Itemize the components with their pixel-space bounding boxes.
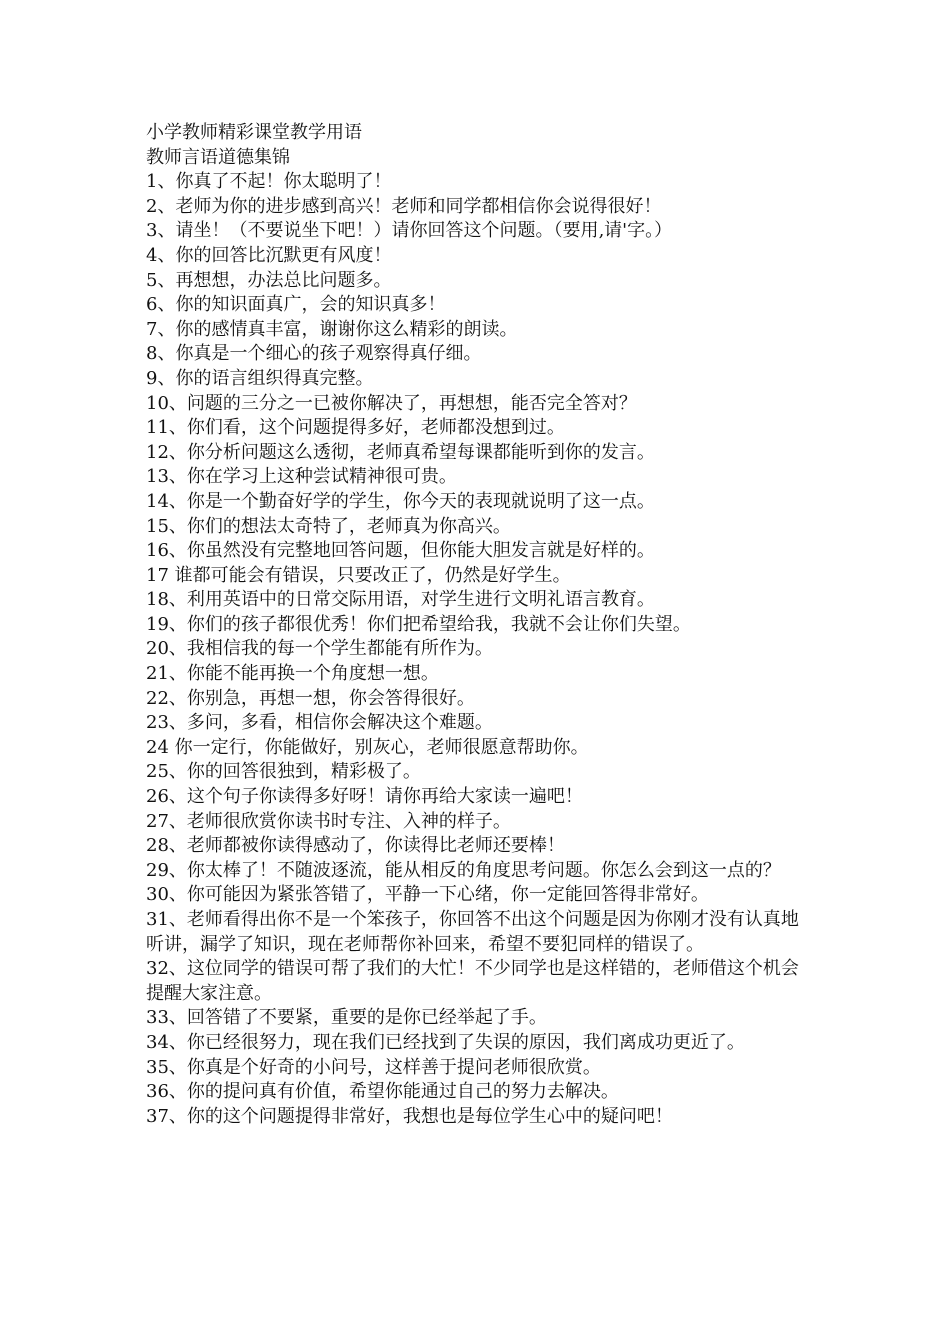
phrase-item: 29、你太棒了！不随波逐流，能从相反的角度思考问题。你怎么会到这一点的？ xyxy=(146,859,781,881)
phrase-item: 10、问题的三分之一已被你解决了，再想想，能否完全答对？ xyxy=(146,392,637,414)
phrase-item: 37、你的这个问题提得非常好，我想也是每位学生心中的疑问吧！ xyxy=(146,1105,673,1127)
phrase-item: 30、你可能因为紧张答错了，平静一下心绪，你一定能回答得非常好。 xyxy=(146,884,709,906)
document-title: 小学教师精彩课堂教学用语 xyxy=(146,122,362,143)
phrase-item: 9、你的语言组织得真完整。 xyxy=(146,367,374,389)
phrase-item: 8、你真是一个细心的孩子观察得真仔细。 xyxy=(146,343,482,365)
phrase-item: 7、你的感情真丰富，谢谢你这么精彩的朗读。 xyxy=(146,318,518,340)
phrase-item: 15、你们的想法太奇特了，老师真为你高兴。 xyxy=(146,515,511,537)
phrase-item: 11、你们看，这个问题提得多好，老师都没想到过。 xyxy=(146,417,565,439)
phrase-item: 33、回答错了不要紧，重要的是你已经举起了手。 xyxy=(146,1007,547,1029)
phrase-item: 34、你已经很努力，现在我们已经找到了失误的原因，我们离成功更近了。 xyxy=(146,1031,745,1053)
phrase-item: 2、老师为你的进步感到高兴！老师和同学都相信你会说得很好！ xyxy=(146,195,662,217)
phrase-item: 28、老师都被你读得感动了，你读得比老师还要棒！ xyxy=(146,835,565,857)
phrase-item: 21、你能不能再换一个角度想一想。 xyxy=(146,663,439,685)
phrase-item: 35、你真是个好奇的小问号，这样善于提问老师很欣赏。 xyxy=(146,1056,601,1078)
document-page xyxy=(146,121,814,1129)
phrase-item: 19、你们的孩子都很优秀！你们把希望给我，我就不会让你们失望。 xyxy=(146,613,691,635)
phrase-item: 22、你别急，再想一想，你会答得很好。 xyxy=(146,687,475,709)
phrase-item: 26、这个句子你读得多好呀！请你再给大家读一遍吧！ xyxy=(146,786,583,808)
phrase-item: 16、你虽然没有完整地回答问题，但你能大胆发言就是好样的。 xyxy=(146,540,655,562)
phrase-item: 32、这位同学的错误可帮了我们的大忙！不少同学也是这样错的，老师借这个机会提醒大家注意。 xyxy=(146,958,799,1004)
phrase-item: 36、你的提问真有价值，希望你能通过自己的努力去解决。 xyxy=(146,1081,619,1103)
phrase-item: 20、我相信我的每一个学生都能有所作为。 xyxy=(146,638,493,660)
phrase-item: 13、你在学习上这种尝试精神很可贵。 xyxy=(146,466,457,488)
phrase-item: 5、再想想，办法总比问题多。 xyxy=(146,269,392,291)
phrase-item: 6、你的知识面真广，会的知识真多！ xyxy=(146,294,446,316)
phrase-item: 3、请坐！（不要说坐下吧！）请你回答这个问题。（要用‚请'字。） xyxy=(146,220,673,242)
document-subtitle: 教师言语道德集锦 xyxy=(146,146,290,168)
phrase-item: 12、你分析问题这么透彻，老师真希望每课都能听到你的发言。 xyxy=(146,441,655,463)
phrase-item: 18、利用英语中的日常交际用语，对学生进行文明礼语言教育。 xyxy=(146,589,655,611)
phrase-item: 4、你的回答比沉默更有风度！ xyxy=(146,244,392,266)
phrase-item: 14、你是一个勤奋好学的学生，你今天的表现就说明了这一点。 xyxy=(146,490,655,512)
phrase-item: 27、老师很欣赏你读书时专注、入神的样子。 xyxy=(146,810,511,832)
phrase-item: 31、老师看得出你不是一个笨孩子，你回答不出这个问题是因为你刚才没有认真地听讲，漏学了知识，现在老师帮你补回来，希望不要犯同样的错误了。 xyxy=(146,909,799,955)
phrase-item: 23、多问，多看，相信你会解决这个难题。 xyxy=(146,712,493,734)
phrase-item: 1、你真了不起！你太聪明了！ xyxy=(146,171,392,193)
phrase-item: 24 你一定行，你能做好，别灰心，老师很愿意帮助你。 xyxy=(146,736,589,758)
phrase-item: 17 谁都可能会有错误，只要改正了，仍然是好学生。 xyxy=(146,564,571,586)
phrase-item: 25、你的回答很独到，精彩极了。 xyxy=(146,761,421,783)
